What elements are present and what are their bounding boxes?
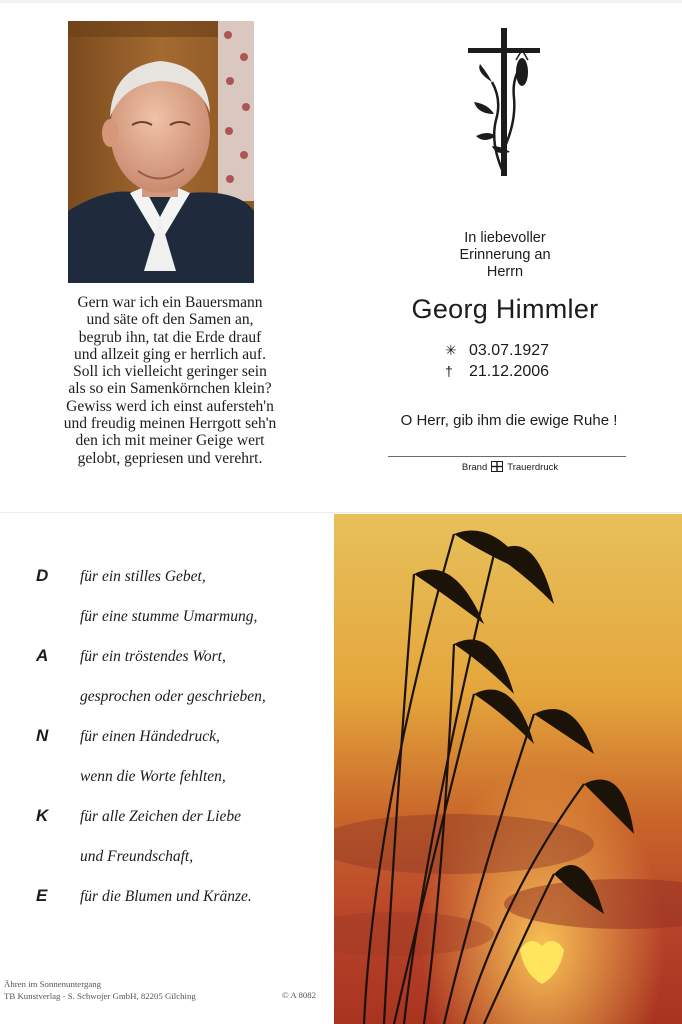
- printer-name-left: Brand: [461, 462, 488, 473]
- cross-with-wheat-icon: [462, 24, 546, 180]
- poem: [20, 294, 320, 467]
- thanks-initial: N: [36, 726, 49, 745]
- poem-line: Gewiss werd ich einst aufersteh'n: [66, 397, 274, 415]
- thanks-initial: A: [36, 646, 49, 665]
- poem-line: Soll ich vielleicht geringer sein: [73, 363, 267, 381]
- poem-line: Gern war ich ein Bauersmann: [77, 294, 263, 311]
- thanks-text: und Freundschaft,: [80, 848, 194, 865]
- credit-title: Ähren im Sonnenuntergang: [4, 979, 102, 989]
- thanks-text: für eine stumme Umarmung,: [80, 608, 258, 625]
- portrait-photo: [68, 21, 254, 283]
- thanks-text: gesprochen oder geschrieben,: [80, 688, 266, 705]
- birth-date: 03.07.1927: [469, 342, 550, 359]
- thanks-text: für alle Zeichen der Liebe: [80, 808, 241, 825]
- article-number: © A 8082: [282, 990, 317, 1000]
- poem-line: gelobt, gepriesen und verehrt.: [77, 449, 263, 467]
- thanks-text: für ein stilles Gebet,: [80, 568, 206, 585]
- thanks-text: für ein tröstendes Wort,: [80, 648, 226, 665]
- printer-logo-icon: [491, 461, 503, 475]
- memorial-intro: [400, 230, 610, 281]
- credit-publisher: TB Kunstverlag - S. Schwojer GmbH, 82205 Gilching: [4, 991, 196, 1001]
- poem-line: begrub ihn, tat die Erde drauf: [78, 328, 262, 346]
- death-date: 21.12.2006: [469, 363, 550, 380]
- poem-line: und säte oft den Samen an,: [86, 311, 254, 329]
- card-fold-line: [0, 512, 682, 513]
- prayer-text: O Herr, gib ihm die ewige Ruhe !: [400, 412, 618, 429]
- poem-line: und allzeit ging er herrlich auf.: [74, 345, 266, 363]
- intro-line: Erinnerung an: [459, 247, 551, 263]
- thanks-initial: K: [36, 806, 49, 825]
- death-cross-icon: †: [445, 363, 453, 379]
- poem-line: den ich mit meiner Geige wert: [75, 432, 265, 450]
- birth-star-icon: ✳: [445, 342, 457, 358]
- intro-line: In liebevoller: [464, 230, 546, 246]
- printer-name-right: Trauerdruck: [507, 462, 559, 473]
- printer-imprint: [440, 461, 580, 475]
- death-row: [445, 361, 605, 382]
- divider: [388, 456, 626, 457]
- thanks-text: wenn die Worte fehlten,: [80, 768, 226, 785]
- thanks-initial: D: [36, 566, 49, 585]
- deceased-name: Georg Himmler: [411, 294, 599, 324]
- poem-line: als so ein Samenkörnchen klein?: [68, 380, 272, 398]
- image-credit: [4, 978, 196, 1002]
- birth-row: [445, 340, 605, 361]
- thanks-initial: E: [36, 886, 48, 905]
- intro-line: Herrn: [486, 264, 524, 280]
- poem-line: und freudig meinen Herrgott seh'n: [63, 415, 277, 433]
- thanks-text: für einen Händedruck,: [80, 728, 220, 745]
- thanks-text: für die Blumen und Kränze.: [80, 888, 252, 905]
- top-edge: [0, 0, 682, 3]
- life-dates: [445, 340, 605, 382]
- wheat-sunset-photo: [334, 514, 682, 1024]
